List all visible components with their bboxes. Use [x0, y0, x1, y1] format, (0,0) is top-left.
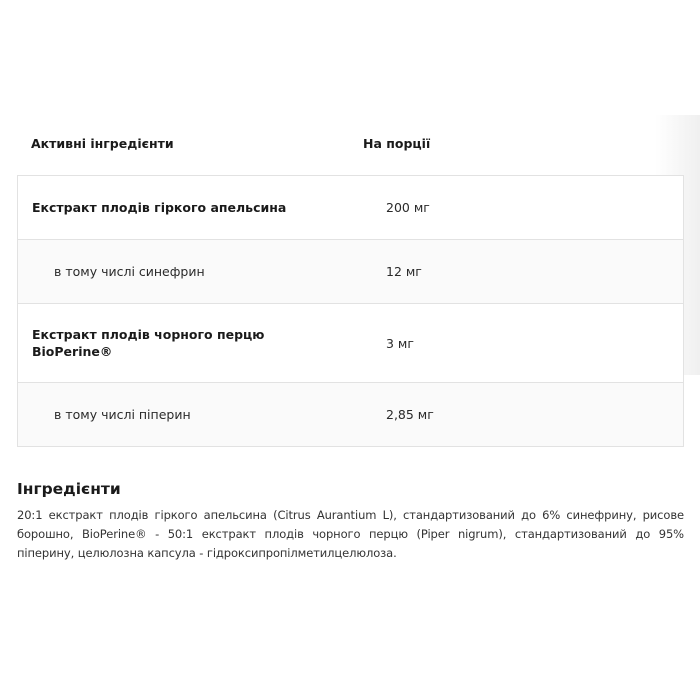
- ingredient-name-line2: BioPerine®: [32, 344, 113, 359]
- ingredient-name: в тому числі синефрин: [18, 240, 387, 304]
- ingredient-name-line1: Екстракт плодів чорного перцю: [32, 327, 265, 342]
- table-header: [17, 130, 683, 160]
- ingredients-text: 20:1 екстракт плодів гіркого апельсина (Citrus Aurantium L), стандартизований до 6% синефрину, рисове борошно, BioPerine® - 50:1 екстракт плодів чорного перцю (Piper nigrum), стандартизований до 95% піперину, целюлозна капсула - гідроксипропілметилцелюлоза.: [17, 508, 684, 560]
- ingredient-value: 12 мг: [386, 240, 684, 304]
- header-per-serving: На порції: [363, 136, 431, 151]
- ingredients-table: [17, 175, 684, 447]
- table-row: [18, 304, 684, 383]
- ingredient-name: [18, 304, 387, 383]
- ingredient-value: 2,85 мг: [386, 383, 684, 447]
- table-row: [18, 383, 684, 447]
- ingredient-name: Екстракт плодів гіркого апельсина: [18, 176, 387, 240]
- table-row: [18, 176, 684, 240]
- ingredient-name: в тому числі піперин: [18, 383, 387, 447]
- ingredients-title: Інгредієнти: [17, 480, 121, 498]
- table-row: [18, 240, 684, 304]
- header-ingredient: Активні інгредієнти: [31, 136, 174, 151]
- ingredient-value: 200 мг: [386, 176, 684, 240]
- ingredient-value: 3 мг: [386, 304, 684, 383]
